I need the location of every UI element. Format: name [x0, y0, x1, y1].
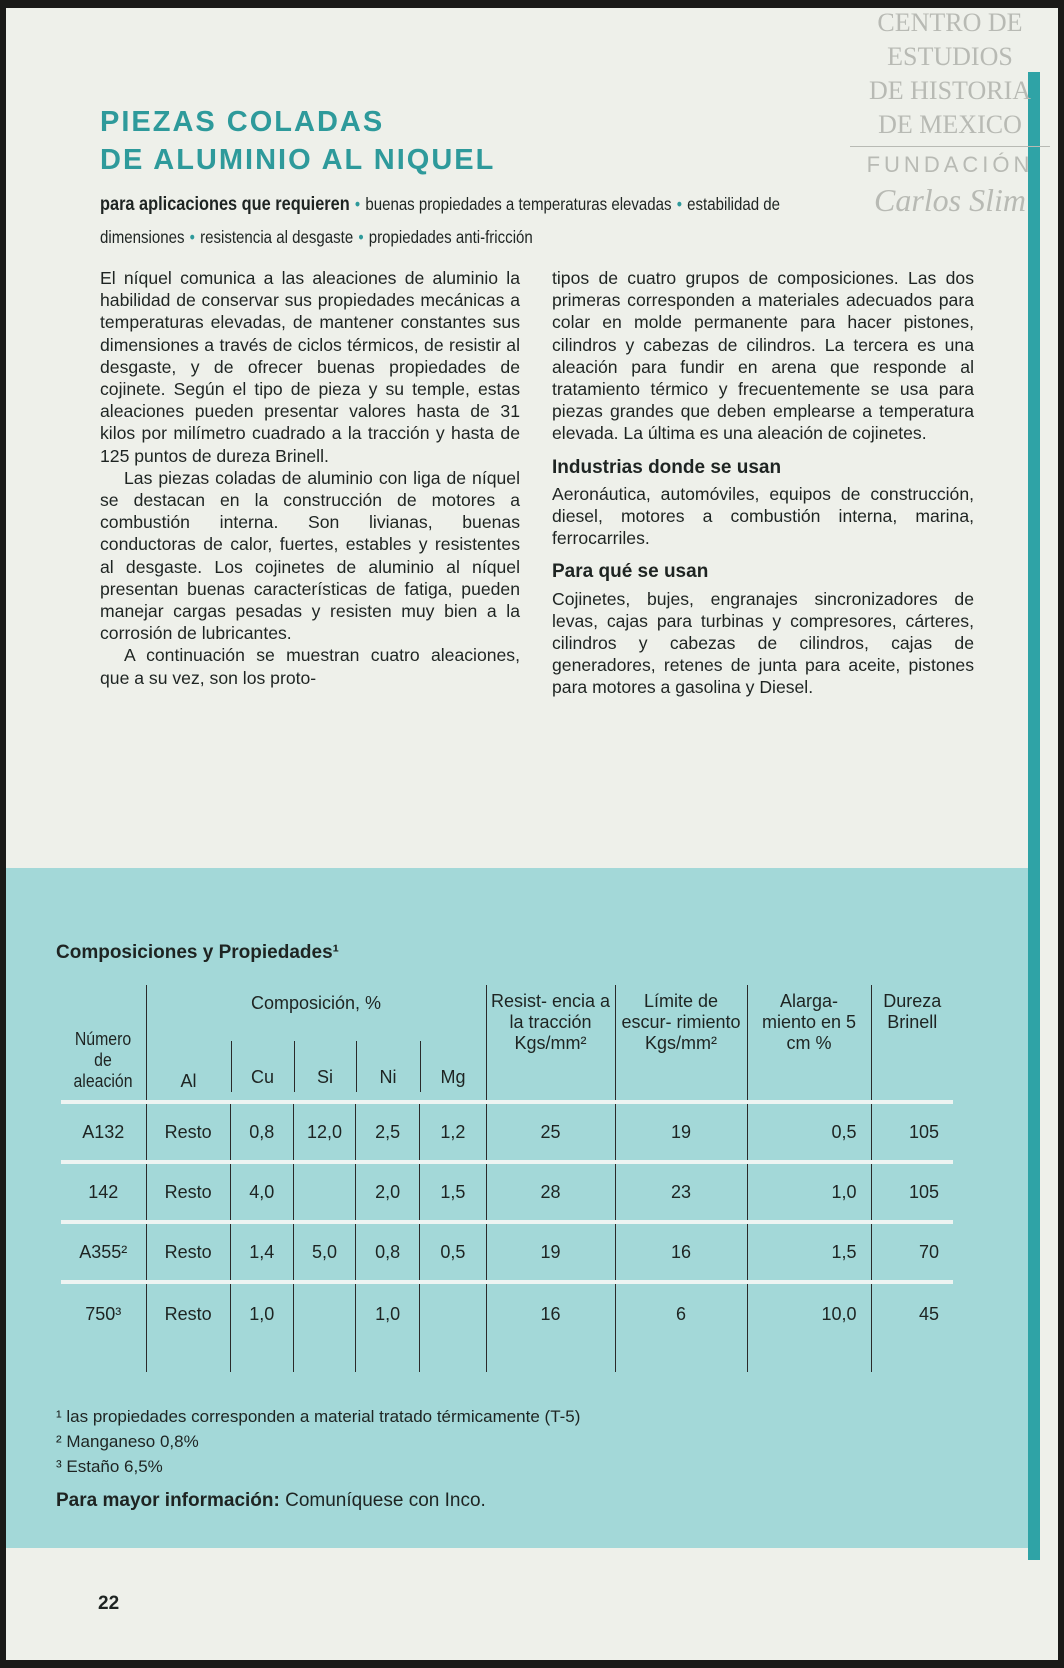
watermark-line: CENTRO DE [877, 8, 1023, 37]
table-cell: 750³ [61, 1282, 146, 1372]
table-cell [420, 1282, 486, 1372]
subtitle-item: buenas propiedades a temperaturas elevadas [365, 194, 672, 214]
section-heading: Industrias donde se usan [552, 456, 782, 478]
table-cell: 1,4 [230, 1222, 293, 1282]
accent-bar [1028, 72, 1040, 1560]
table-cell: 4,0 [230, 1162, 293, 1222]
paragraph: Aeronáutica, automóviles, equipos de construcción, diesel, motores a combustión interna, marina, ferrocarriles. [552, 483, 974, 549]
table-cell: 1,2 [420, 1102, 486, 1162]
subtitle-item: propiedades anti-fricción [368, 227, 533, 247]
paragraph: Las piezas coladas de aluminio con liga de níquel se destacan en la construcción de motores a combustión interna. Son livianas, buenas conductoras de calor, fuertes, estables y resistentes al desgaste. Los cojinetes de aluminio al níquel presentan buenas características de fatiga, pueden manejar cargas pesadas y resisten muy bien a la corrosión de lubricantes. [100, 467, 520, 644]
table-cell: 6 [615, 1282, 747, 1372]
subtitle-lead: para aplicaciones que requieren [100, 194, 350, 215]
bullet-icon: • [358, 227, 364, 247]
paragraph: tipos de cuatro grupos de composiciones. Las dos primeras corresponden a materiales adecuados para colar en molde permanente para hacer pistones, cilindros y cabezas de cilindros. La tercera es una aleación para fundir en arena que responde al tratamiento térmico y frecuentemente se usa para piezas grandes que deben emplearse a temperatura elevada. La última es una aleación de cojinetes. [552, 268, 974, 444]
table-cell: Resto [146, 1282, 230, 1372]
page-number: 22 [98, 1593, 120, 1614]
watermark-signature: Carlos Slim [873, 182, 1027, 218]
more-info [56, 1490, 486, 1512]
table-cell: 10,0 [747, 1282, 871, 1372]
table-cell: 1,5 [747, 1222, 871, 1282]
table-row [61, 1162, 953, 1222]
page-title [100, 103, 495, 179]
subtitle-item: estabilidad de dimensiones [100, 194, 781, 247]
paragraph: A continuación se muestran cuatro aleaciones, que a su vez, son los proto- [100, 645, 520, 688]
header-cell: Dureza Brinell [871, 985, 953, 1102]
watermark-divider [850, 146, 1050, 147]
table-cell: 2,0 [356, 1162, 420, 1222]
watermark-foundation: FUNDACIÓN [866, 152, 1034, 177]
table-cell: 23 [615, 1162, 747, 1222]
paragraph: Cojinetes, bujes, engranajes sincronizadores de levas, cajas para turbinas y compresores, cárteres, cilindros y cabezas de cilindros, cajas de generadores, retenes de junta para aceite, pistones para motores a gasolina y Diesel. [552, 588, 974, 698]
right-column [552, 267, 974, 699]
table-cell: 0,8 [230, 1102, 293, 1162]
header-cell: Resist- encia a la tracción Kgs/mm² [486, 985, 615, 1102]
table-cell: 2,5 [356, 1102, 420, 1162]
paragraph: El níquel comunica a las aleaciones de aluminio la habilidad de conservar sus propiedades mecánicas a temperaturas elevadas, de mantener constantes sus dimensiones a través de ciclos térmicos, de resistir al desgaste, y de ofrecer buenas propiedades de cojinete. Según el tipo de pieza y su temple, estas aleaciones pueden presentar valores hasta de 31 kilos por milímetro cuadrado a la tracción y hasta de 125 puntos de dureza Brinell. [100, 268, 520, 466]
header-cell: Mg [420, 1041, 486, 1092]
properties-table [61, 985, 953, 1372]
table-cell: 1,0 [747, 1162, 871, 1222]
table-title: Composiciones y Propiedades¹ [56, 942, 339, 963]
left-column [100, 267, 520, 689]
header-cell: Alarga- miento en 5 cm % [747, 985, 871, 1102]
subtitle [100, 188, 860, 253]
table-cell: 1,5 [420, 1162, 486, 1222]
header-cell: Número de aleación [73, 1029, 133, 1091]
table-cell: 0,5 [747, 1102, 871, 1162]
title-line: DE ALUMINIO AL NIQUEL [100, 144, 496, 176]
bullet-icon: • [676, 194, 683, 214]
table-cell: A132 [61, 1102, 146, 1162]
header-cell: Límite de escur- rimiento Kgs/mm² [615, 985, 747, 1102]
table-cell: 105 [871, 1162, 953, 1222]
footnotes [56, 1404, 580, 1479]
table-cell: A355² [61, 1222, 146, 1282]
table-cell: 0,8 [356, 1222, 420, 1282]
more-info-text: Comuníquese con Inco. [285, 1490, 486, 1511]
table-cell: 16 [615, 1222, 747, 1282]
table-cell: 25 [486, 1102, 615, 1162]
header-cell: Cu [231, 1041, 294, 1092]
table-cell: 45 [871, 1282, 953, 1372]
table-cell: 70 [871, 1222, 953, 1282]
footnote: ² Manganeso 0,8% [56, 1432, 199, 1451]
watermark-line: DE HISTORIA [868, 76, 1032, 105]
table-cell: 19 [486, 1222, 615, 1282]
table-cell [293, 1162, 355, 1222]
subtitle-item: resistencia al desgaste [200, 227, 354, 247]
header-cell: Ni [356, 1041, 420, 1092]
section-heading: Para qué se usan [552, 561, 709, 583]
table-cell: 16 [486, 1282, 615, 1372]
composition-header [146, 985, 486, 1102]
group-header: Composición, % [250, 993, 382, 1013]
table-cell: 5,0 [293, 1222, 355, 1282]
table-cell: 0,5 [420, 1222, 486, 1282]
watermark-line: ESTUDIOS [887, 42, 1013, 71]
more-info-label: Para mayor información: [56, 1490, 280, 1511]
table-cell: 12,0 [293, 1102, 355, 1162]
watermark-line: DE MEXICO [878, 110, 1022, 139]
table-row [61, 1102, 953, 1162]
table-cell: 28 [486, 1162, 615, 1222]
table-cell: 19 [615, 1102, 747, 1162]
title-line: PIEZAS COLADAS [100, 106, 385, 138]
table-cell [293, 1282, 355, 1372]
table-row [61, 1282, 953, 1372]
header-cell: Al [180, 1071, 197, 1091]
table-cell: Resto [146, 1162, 230, 1222]
table-cell: Resto [146, 1102, 230, 1162]
table-header [61, 985, 953, 1102]
header-cell: Si [294, 1041, 356, 1092]
bullet-icon: • [354, 194, 361, 214]
footnote: ³ Estaño 6,5% [56, 1457, 163, 1476]
table-cell: Resto [146, 1222, 230, 1282]
table-cell: 1,0 [230, 1282, 293, 1372]
table-cell: 105 [871, 1102, 953, 1162]
watermark-stamp [850, 6, 1050, 219]
table-cell: 1,0 [356, 1282, 420, 1372]
table-row [61, 1222, 953, 1282]
table-cell: 142 [61, 1162, 146, 1222]
footnote: ¹ las propiedades corresponden a material tratado térmicamente (T-5) [56, 1407, 581, 1426]
bullet-icon: • [189, 227, 195, 247]
